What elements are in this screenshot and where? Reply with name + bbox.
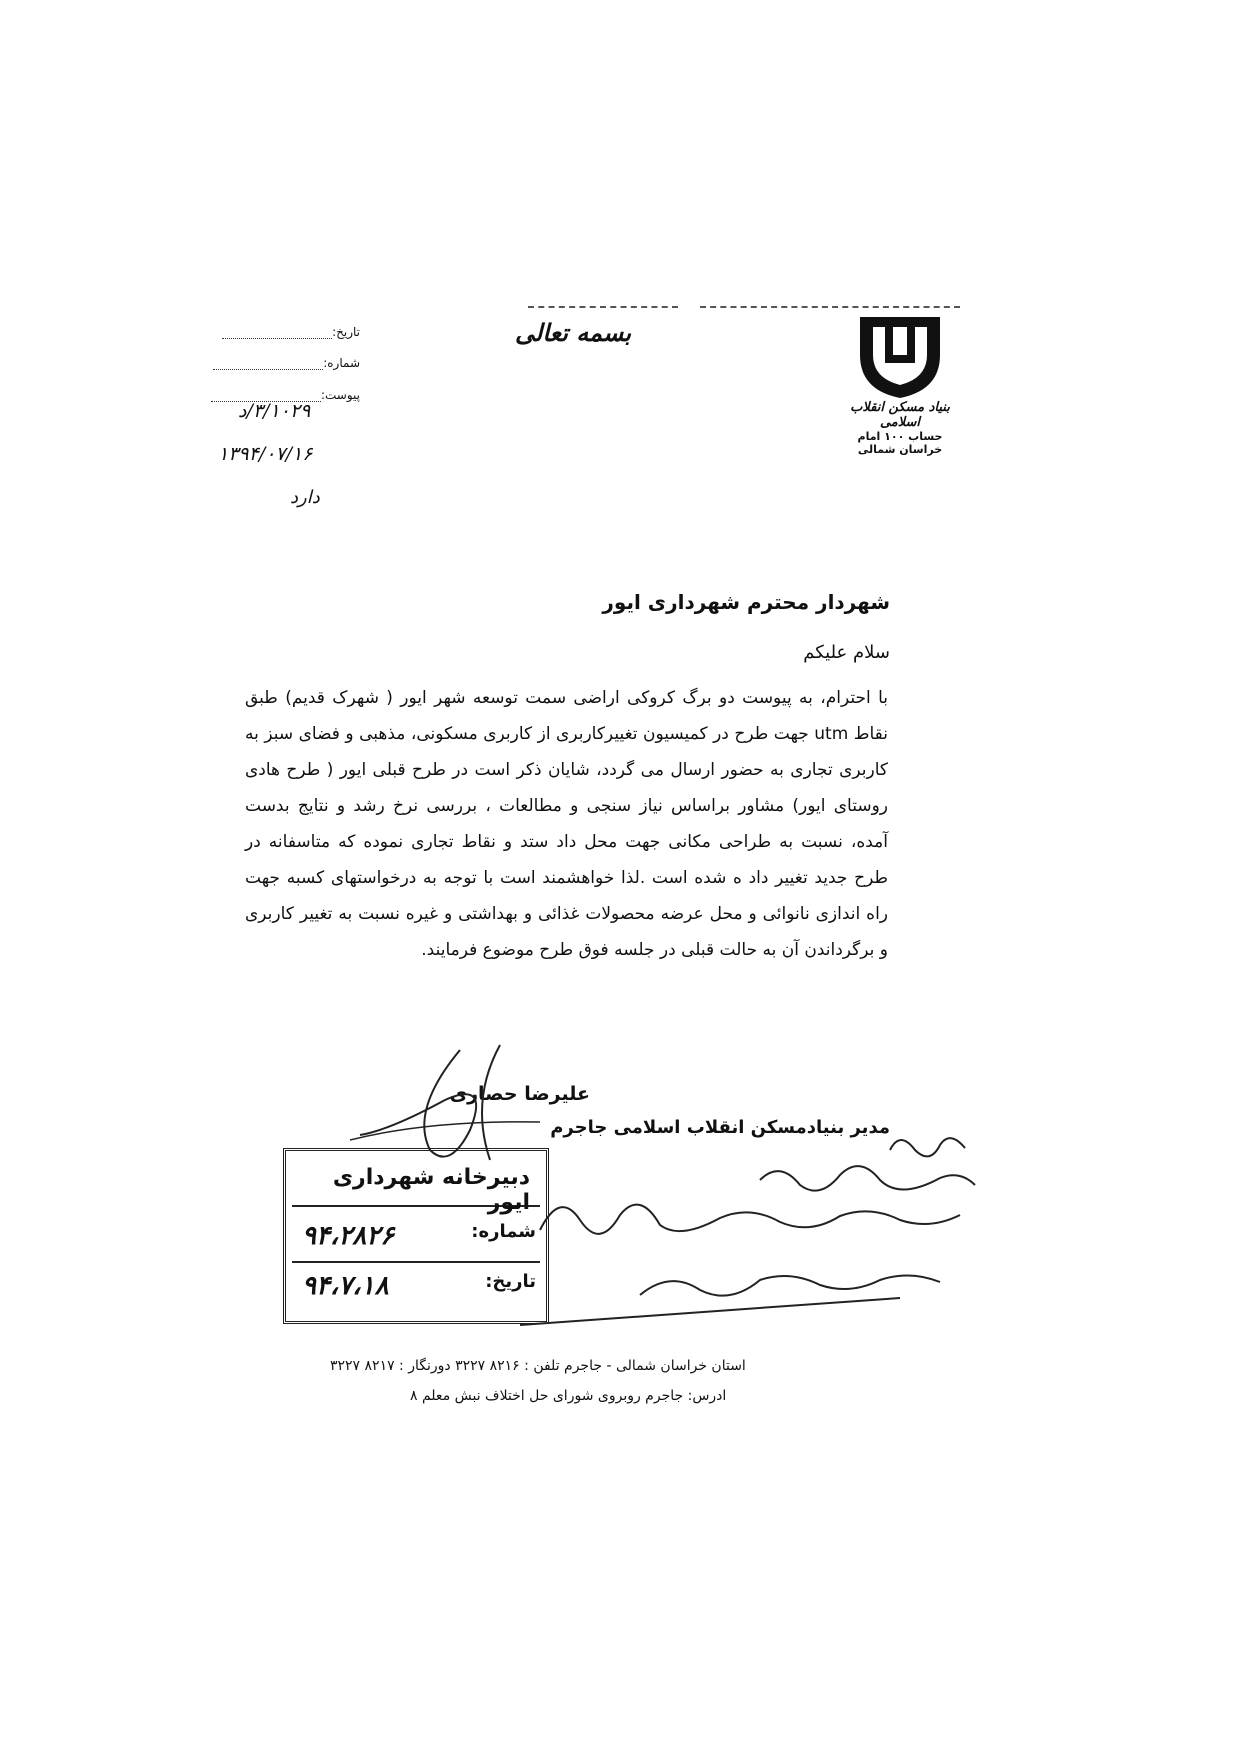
org-account: حساب ۱۰۰ امام — [857, 430, 943, 443]
stamp-number-label: شماره: — [471, 1221, 536, 1242]
header-rule-left — [528, 306, 678, 308]
bismillah: بسمه تعالی — [515, 318, 632, 347]
date-field: تاریخ: — [200, 325, 360, 339]
secretariat-stamp — [283, 1148, 549, 1324]
number-value: ۳/۱۰۲۹/د — [238, 400, 311, 422]
organization-logo — [840, 315, 960, 465]
letter-body: با احترام، به پیوست دو برگ کروکی اراضی سمت توسعه شهر ایور ( شهرک قدیم) طبق نقاط utm جهت طرح در کمیسیون تغییرکاربری از کاربری مسکونی، مذهبی و فضای سبز به کاربری تجاری به حضور ارسال می گردد، شایان ذکر است در طرح قبلی ایور ( طرح هادی روستای ایور) مشاور براساس نیاز سنجی و مطالعات ، بررسی نرخ رشد و نتایج بدست آمده، نسبت به طراحی مکانی جهت محل داد ستد و نقاط تجاری نموده که متاسفانه در طرح جدید تغییر داد ه شده است .لذا خواهشمند است با توجه به درخواستهای کسبه جهت راه اندازی نانوائی و محل عرضه محصولات غذائی و بهداشتی و غیره نسبت به تغییر کاربری و برگرداندن آن به حالت قبلی در جلسه فوق طرح موضوع فرمایند. — [245, 688, 889, 960]
stamp-number-row — [292, 1213, 540, 1263]
header-rule-right — [700, 306, 960, 308]
attachment-field: پیوست: — [200, 388, 360, 402]
footer-contact: استان خراسان شمالی - جاجرم تلفن : ۸۲۱۶ ۳۲۲۷ دورنگار : ۸۲۱۷ ۳۲۲۷ — [330, 1358, 746, 1374]
signer-title: مدیر بنیادمسکن انقلاب اسلامی جاجرم — [550, 1117, 890, 1138]
stamp-number-value: ۹۴،۲۸۲۶ — [302, 1221, 395, 1251]
stamp-title-row — [292, 1157, 540, 1215]
housing-foundation-emblem-icon — [855, 315, 945, 400]
handwritten-annotation — [520, 1120, 980, 1330]
org-name: بنیاد مسکن انقلاب اسلامی — [850, 400, 950, 430]
stamp-date-value: ۹۴،۷،۱۸ — [302, 1271, 389, 1301]
signer-name: علیرضا حصاری — [449, 1083, 590, 1105]
attachment-value: دارد — [290, 487, 320, 508]
date-value: ۱۳۹۴/۰۷/۱۶ — [218, 443, 313, 465]
number-field: شماره: — [200, 356, 360, 370]
footer-address: ادرس: جاجرم روبروی شورای حل اختلاف نبش معلم ۸ — [410, 1388, 727, 1404]
org-province: خراسان شمالی — [857, 443, 943, 456]
stamp-date-row — [292, 1263, 540, 1311]
stamp-date-label: تاریخ: — [485, 1271, 536, 1292]
greeting: سلام علیکم — [803, 642, 890, 663]
recipient: شهردار محترم شهرداری ایور — [602, 590, 890, 614]
stamp-title: دبیرخانه شهرداری ایور — [332, 1165, 530, 1215]
